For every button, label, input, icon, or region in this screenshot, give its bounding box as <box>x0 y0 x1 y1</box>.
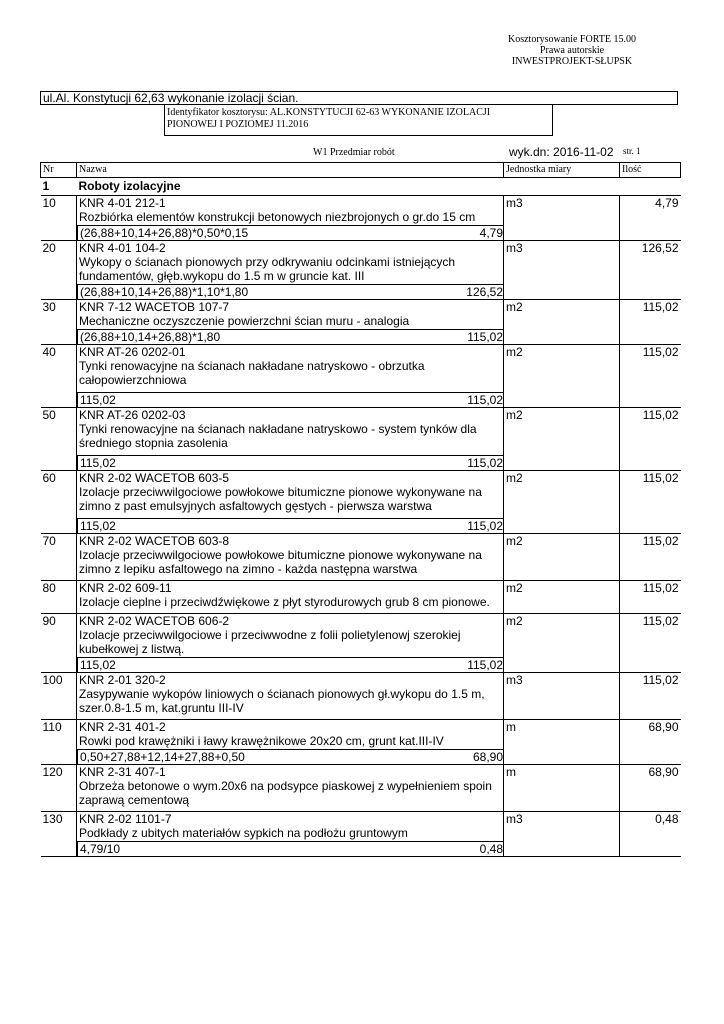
table-row <box>41 720 681 765</box>
row-number: 20 <box>41 241 77 300</box>
row-description <box>77 765 504 812</box>
row-number: 30 <box>41 300 77 345</box>
description-line: Wykopy o ścianach pionowych przy odkrywaniu odcinkami istniejących <box>79 255 456 269</box>
row-description <box>77 241 504 300</box>
description-line: Mechaniczne oczyszczenie powierzchni ścian muru - analogia <box>79 314 410 328</box>
calculation-result: 115,02 <box>467 330 503 344</box>
description-line: Zasypywanie wykopów liniowych o ścianach pionowych gł.wykopu do 1.5 m, <box>79 687 485 701</box>
description-line: zaprawą cementową <box>79 793 190 807</box>
description-line: średniego stopnia zasolenia <box>79 436 228 450</box>
table-header-row <box>41 163 681 178</box>
identifier-line-1: Identyfikator kosztorysu: AL.KONSTYTUCJI 62-63 WYKONANIE IZOLACJI <box>167 107 491 118</box>
table-row <box>41 581 681 614</box>
row-quantity: 115,02 <box>620 581 681 614</box>
calculation-result: 126,52 <box>466 285 503 299</box>
description-line: Izolacje przeciwwilgociowe powłokowe bitumiczne pionowe wykonywane na <box>79 548 482 562</box>
spacer <box>79 513 503 517</box>
estimate-table <box>40 162 681 857</box>
row-number: 10 <box>41 196 77 241</box>
row-unit: m <box>504 720 620 765</box>
catalog-code: KNR 4-01 212-1 <box>79 196 166 210</box>
table-row <box>41 300 681 345</box>
catalog-code: KNR AT-26 0202-01 <box>79 345 186 359</box>
calculation-formula: 115,02 <box>80 519 116 533</box>
calculation-formula: (26,88+10,14+26,88)*0,50*0,15 <box>80 226 249 240</box>
catalog-code: KNR 2-01 320-2 <box>79 673 166 687</box>
calculation-formula: 0,50+27,88+12,14+27,88+0,50 <box>80 750 245 764</box>
row-number: 60 <box>41 471 77 534</box>
section-title: Roboty izolacyjne <box>78 179 181 193</box>
row-quantity: 115,02 <box>620 345 681 408</box>
row-number: 100 <box>41 673 77 720</box>
row-description <box>77 614 504 673</box>
calculation-line <box>77 657 503 672</box>
row-unit: m3 <box>504 812 620 857</box>
software-name: Kosztorysowanie FORTE 15.00 <box>508 34 636 45</box>
document-title: ul.Al. Konstytucji 62,63 wykonanie izolacji ścian. <box>40 91 678 105</box>
spacer <box>79 387 503 391</box>
spacer <box>79 715 503 719</box>
row-quantity: 115,02 <box>620 534 681 581</box>
calculation-line <box>77 749 503 764</box>
row-description <box>77 300 504 345</box>
row-unit: m2 <box>504 300 620 345</box>
row-quantity: 68,90 <box>620 720 681 765</box>
row-description <box>77 196 504 241</box>
row-unit: m2 <box>504 471 620 534</box>
header-nr: Nr <box>41 163 77 178</box>
company-name: INWESTPROJEKT-SŁUPSK <box>511 56 633 67</box>
catalog-code: KNR 7-12 WACETOB 107-7 <box>79 300 230 314</box>
calculation-formula: (26,88+10,14+26,88)*1,10*1,80 <box>80 285 249 299</box>
table-row <box>41 534 681 581</box>
calculation-result: 115,02 <box>467 393 503 407</box>
execution-date: wyk.dn: 2016-11-02 <box>509 145 614 159</box>
row-quantity: 115,02 <box>620 471 681 534</box>
row-description <box>77 720 504 765</box>
row-quantity: 68,90 <box>620 765 681 812</box>
row-number: 130 <box>41 812 77 857</box>
calculation-result: 115,02 <box>467 456 503 470</box>
calculation-line <box>77 329 503 344</box>
row-number: 40 <box>41 345 77 408</box>
calculation-formula: (26,88+10,14+26,88)*1,80 <box>80 330 221 344</box>
header-unit: Jednostka miary <box>504 163 620 178</box>
catalog-code: KNR 2-02 WACETOB 603-5 <box>79 471 230 485</box>
description-line: Izolacje cieplne i przeciwdźwiękowe z płyt styrodurowych grub 8 cm pionowe. <box>79 595 490 609</box>
description-line: Podkłady z ubitych materiałów sypkich na podłożu gruntowym <box>79 826 408 840</box>
catalog-code: KNR 2-02 WACETOB 603-8 <box>79 534 230 548</box>
table-row <box>41 765 681 812</box>
calculation-formula: 4,79/10 <box>80 842 121 856</box>
catalog-code: KNR 4-01 104-2 <box>79 241 166 255</box>
calculation-result: 115,02 <box>467 519 503 533</box>
catalog-code: KNR 2-31 407-1 <box>79 765 166 779</box>
description-line: zimno z lepiku asfaltowego na zimno - każda następna warstwa <box>79 562 418 576</box>
table-row <box>41 614 681 673</box>
catalog-code: KNR AT-26 0202-03 <box>79 408 186 422</box>
identifier-line-2: PIONOWEJ I POZIOMEJ 11.2016 <box>167 119 309 130</box>
calculation-result: 4,79 <box>479 226 503 240</box>
header-qty: Ilość <box>620 163 681 178</box>
description-line: Rozbiórka elementów konstrukcji betonowych niezbrojonych o gr.do 15 cm <box>79 210 476 224</box>
row-unit: m3 <box>504 241 620 300</box>
row-number: 70 <box>41 534 77 581</box>
identifier-box <box>164 105 553 136</box>
table-row <box>41 241 681 300</box>
table-row <box>41 345 681 408</box>
description-line: całopowierzchniowa <box>79 373 187 387</box>
row-description <box>77 812 504 857</box>
description-line: fundamentów, głęb.wykopu do 1.5 m w gruncie kat. III <box>79 269 365 283</box>
calculation-formula: 115,02 <box>80 658 116 672</box>
row-number: 90 <box>41 614 77 673</box>
table-row <box>41 408 681 471</box>
row-description <box>77 471 504 534</box>
calculation-line <box>77 518 503 533</box>
description-line: Izolacje przeciwwilgociowe powłokowe bitumiczne pionowe wykonywane na <box>79 485 482 499</box>
row-quantity: 4,79 <box>620 196 681 241</box>
calculation-formula: 115,02 <box>80 393 116 407</box>
section-nr: 1 <box>42 179 50 193</box>
description-line: szer.0.8-1.5 m, kat.gruntu III-IV <box>79 701 244 715</box>
description-line: kubełkowej z listwą. <box>79 642 185 656</box>
description-line: Rowki pod krawężniki i ławy krawężnikowe 20x20 cm, grunt kat.III-IV <box>79 734 444 748</box>
description-line: Izolacje przeciwwilgociowe i przeciwwodne z folii polietylenowj szerokiej <box>79 628 461 642</box>
section-row <box>41 178 681 196</box>
row-description <box>77 534 504 581</box>
description-line: Obrzeża betonowe o wym.20x6 na podsypce piaskowej z wypełnieniem spoin <box>79 779 492 793</box>
calculation-result: 0,48 <box>479 842 503 856</box>
calculation-result: 115,02 <box>467 658 503 672</box>
row-unit: m2 <box>504 534 620 581</box>
row-quantity: 115,02 <box>620 408 681 471</box>
calculation-line <box>77 392 503 407</box>
table-row <box>41 471 681 534</box>
document-subtitle: W1 Przedmiar robót <box>313 147 395 158</box>
row-quantity: 115,02 <box>620 300 681 345</box>
spacer <box>79 609 503 613</box>
row-number: 110 <box>41 720 77 765</box>
calculation-line <box>77 284 503 299</box>
row-number: 120 <box>41 765 77 812</box>
row-quantity: 0,48 <box>620 812 681 857</box>
spacer <box>79 450 503 454</box>
header-name: Nazwa <box>77 163 504 178</box>
description-line: Tynki renowacyjne na ścianach nakładane natryskowo - system tynków dla <box>79 422 477 436</box>
catalog-code: KNR 2-02 1101-7 <box>79 812 172 826</box>
row-unit: m <box>504 765 620 812</box>
page-number: str. 1 <box>623 146 641 156</box>
row-unit: m2 <box>504 408 620 471</box>
row-unit: m2 <box>504 614 620 673</box>
row-quantity: 126,52 <box>620 241 681 300</box>
row-description <box>77 673 504 720</box>
row-description <box>77 408 504 471</box>
estimate-table-body <box>41 163 681 857</box>
row-unit: m2 <box>504 345 620 408</box>
table-row <box>41 196 681 241</box>
row-number: 50 <box>41 408 77 471</box>
row-unit: m2 <box>504 581 620 614</box>
row-quantity: 115,02 <box>620 673 681 720</box>
calculation-line <box>77 841 503 856</box>
rights-text: Prawa autorskie <box>539 45 605 56</box>
calculation-line <box>77 225 503 240</box>
calculation-formula: 115,02 <box>80 456 116 470</box>
software-header <box>472 34 672 67</box>
row-unit: m3 <box>504 673 620 720</box>
catalog-code: KNR 2-02 609-11 <box>79 581 172 595</box>
catalog-code: KNR 2-31 401-2 <box>79 720 166 734</box>
table-row <box>41 673 681 720</box>
row-description <box>77 581 504 614</box>
calculation-line <box>77 455 503 470</box>
description-line: Tynki renowacyjne na ścianach nakładane natryskowo - obrzutka <box>79 359 425 373</box>
spacer <box>79 576 503 580</box>
row-number: 80 <box>41 581 77 614</box>
row-quantity: 115,02 <box>620 614 681 673</box>
row-description <box>77 345 504 408</box>
calculation-result: 68,90 <box>472 750 503 764</box>
table-row <box>41 812 681 857</box>
row-unit: m3 <box>504 196 620 241</box>
catalog-code: KNR 2-02 WACETOB 606-2 <box>79 614 230 628</box>
spacer <box>79 807 503 811</box>
description-line: zimno z past emulsyjnych asfaltowych gęstych - pierwsza warstwa <box>79 499 432 513</box>
